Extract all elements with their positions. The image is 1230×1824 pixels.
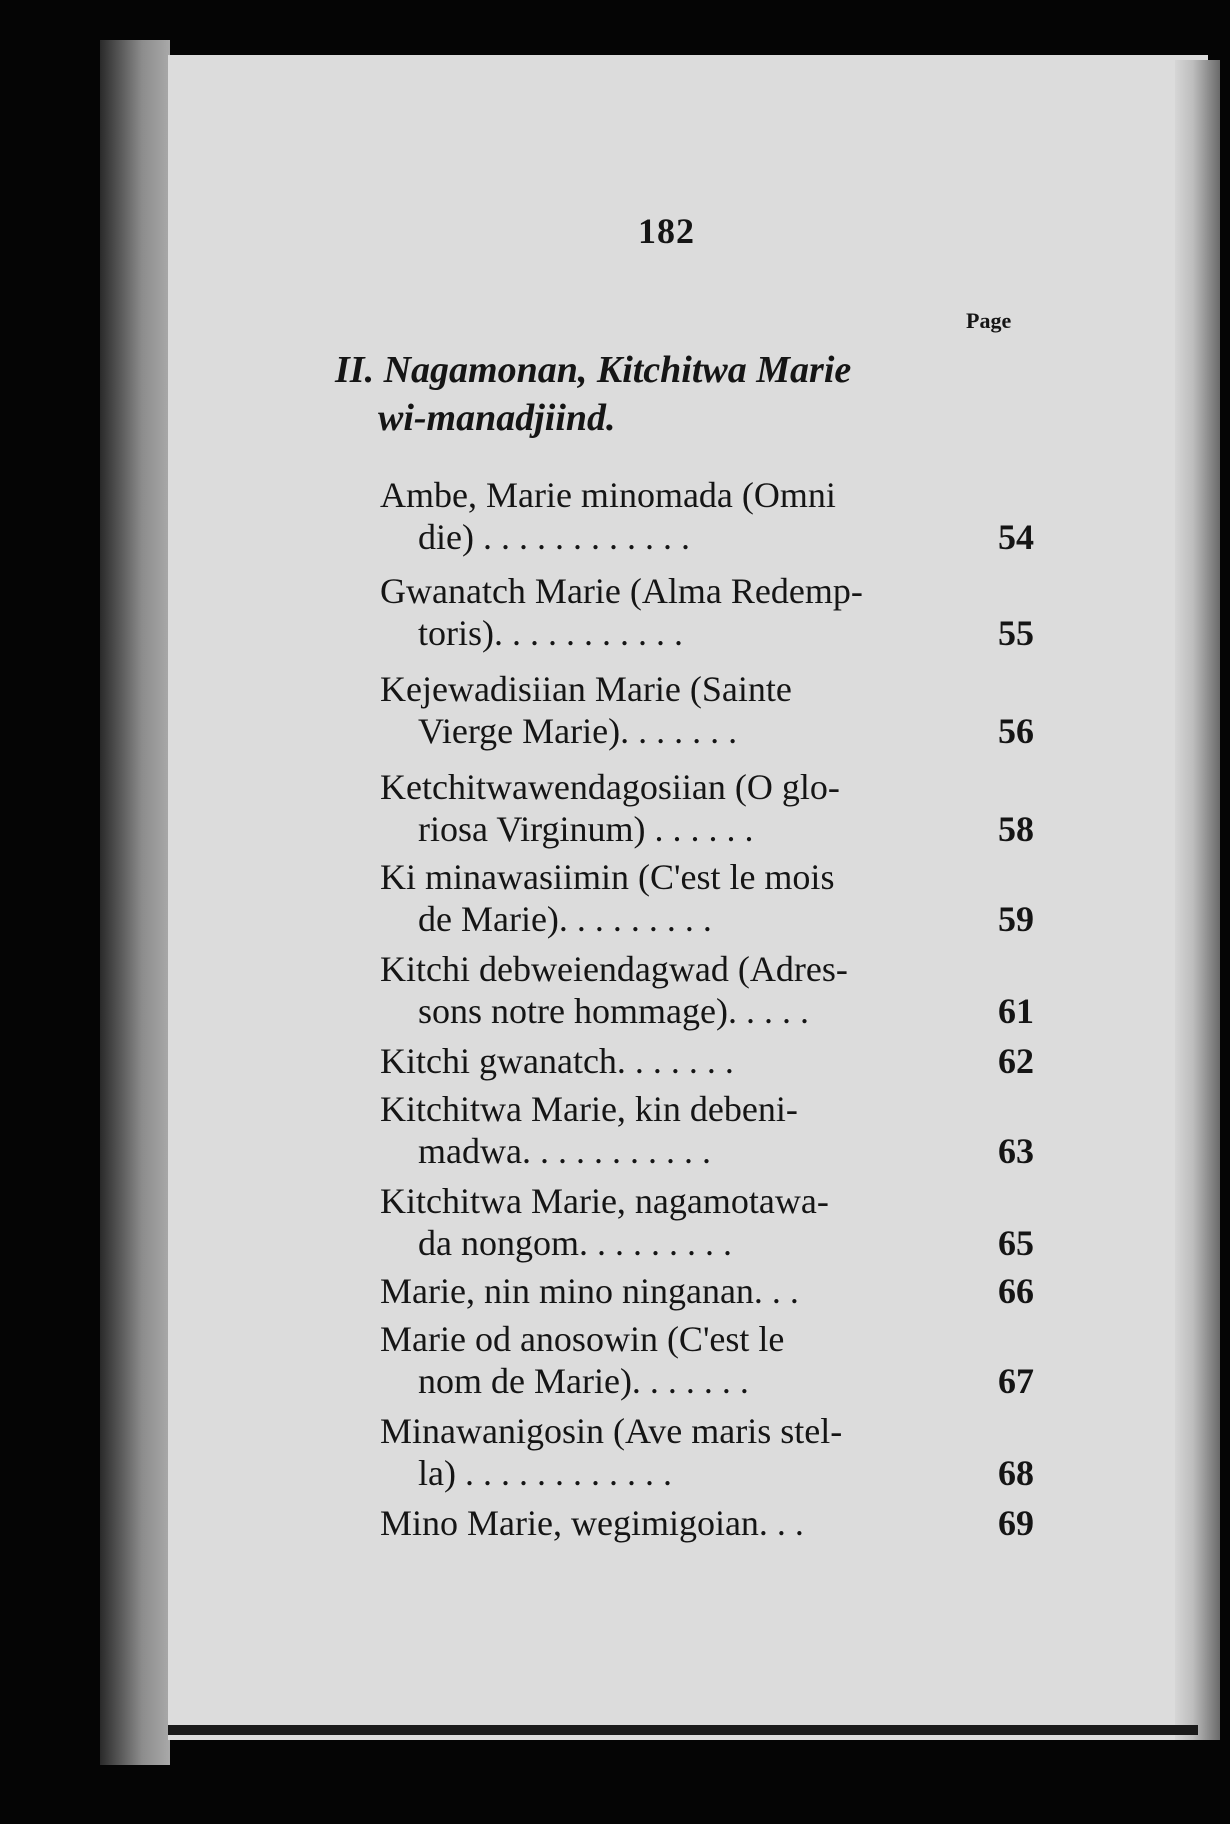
toc-entry-4-page: 58 [998,809,1034,849]
toc-entry-9-line1: Kitchitwa Marie, nagamotawa- [380,1181,829,1221]
toc-entry-5-line1: Ki minawasiimin (C'est le mois [380,857,835,897]
book-spine [100,40,170,1765]
toc-entry-13-line1: Mino Marie, wegimigoian. . . [380,1503,804,1543]
toc-entry-5-page: 59 [998,899,1034,939]
toc-entry-2-line1: Gwanatch Marie (Alma Redemp- [380,571,863,611]
toc-entry-4-line2: riosa Virginum) . . . . . . [418,809,754,849]
toc-entry-1-page: 54 [998,517,1034,557]
toc-entry-3-page: 56 [998,711,1034,751]
toc-entry-2-line2: toris). . . . . . . . . . . [418,613,683,653]
page-number: 182 [638,211,695,251]
toc-entry-5-line2: de Marie). . . . . . . . . [418,899,712,939]
toc-entry-7-line1: Kitchi gwanatch. . . . . . . [380,1041,734,1081]
toc-entry-6-page: 61 [998,991,1034,1031]
toc-entry-12-line1: Minawanigosin (Ave maris stel- [380,1411,843,1451]
toc-entry-7-page: 62 [998,1041,1034,1081]
toc-entry-11-line2: nom de Marie). . . . . . . [418,1361,749,1401]
toc-entry-11-line1: Marie od anosowin (C'est le [380,1319,785,1359]
toc-entry-3-line1: Kejewadisiian Marie (Sainte [380,669,792,709]
toc-entry-8-line2: madwa. . . . . . . . . . . [418,1131,711,1171]
toc-entry-13-page: 69 [998,1503,1034,1543]
toc-entry-9-page: 65 [998,1223,1034,1263]
toc-entry-10-line1: Marie, nin mino ninganan. . . [380,1271,799,1311]
toc-entry-8-page: 63 [998,1131,1034,1171]
toc-entry-6-line2: sons notre hommage). . . . . [418,991,809,1031]
toc-entry-2-page: 55 [998,613,1034,653]
toc-entry-12-page: 68 [998,1453,1034,1493]
page-edge-shadow [1175,60,1220,1740]
page-bottom-edge [168,1725,1198,1735]
toc-entry-3-line2: Vierge Marie). . . . . . . [418,711,738,751]
toc-entry-6-line1: Kitchi debweiendagwad (Adres- [380,949,848,989]
toc-entry-1-line1: Ambe, Marie minomada (Omni [380,475,836,515]
toc-entry-11-page: 67 [998,1361,1034,1401]
toc-entry-1-line2: die) . . . . . . . . . . . . [418,517,690,557]
section-heading-line2: wi-manadjiind. [378,397,616,439]
toc-entry-9-line2: da nongom. . . . . . . . . [418,1223,732,1263]
page-column-label: Page [966,308,1012,333]
toc-entry-10-page: 66 [998,1271,1034,1311]
toc-entry-12-line2: la) . . . . . . . . . . . . [418,1453,672,1493]
toc-entry-8-line1: Kitchitwa Marie, kin debeni- [380,1089,798,1129]
toc-entry-4-line1: Ketchitwawendagosiian (O glo- [380,767,840,807]
section-heading-line1: II. Nagamonan, Kitchitwa Marie [335,349,852,391]
